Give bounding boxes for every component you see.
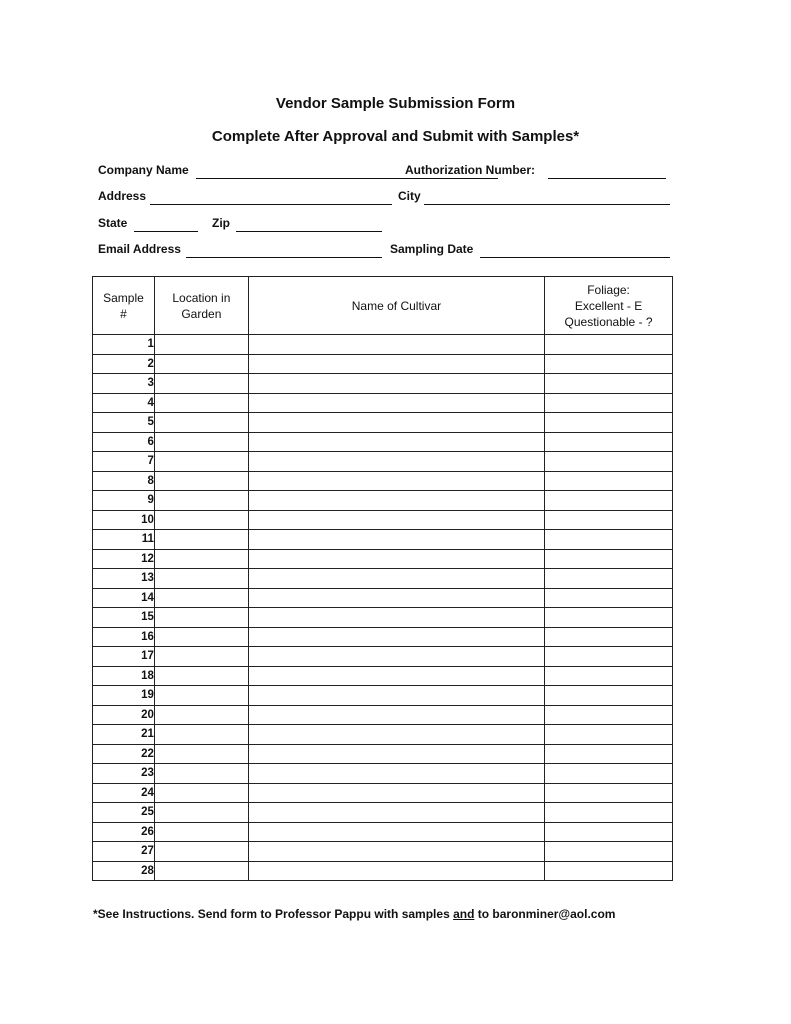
header-location	[154, 277, 248, 335]
cultivar-cell[interactable]	[248, 569, 544, 589]
location-cell[interactable]	[154, 803, 248, 823]
header-location-line1: Location in	[172, 290, 231, 305]
foliage-cell[interactable]	[545, 354, 673, 374]
foliage-cell[interactable]	[545, 861, 673, 881]
location-cell[interactable]	[154, 627, 248, 647]
sample-number-cell: 7	[93, 452, 155, 472]
state-field[interactable]	[134, 215, 198, 232]
table-row	[93, 608, 673, 628]
sample-number-cell: 1	[93, 335, 155, 355]
table-row	[93, 549, 673, 569]
table-row	[93, 744, 673, 764]
cultivar-cell[interactable]	[248, 803, 544, 823]
sampling-date-label: Sampling Date	[390, 242, 474, 256]
header-location-line2: Garden	[181, 306, 222, 321]
cultivar-cell[interactable]	[248, 647, 544, 667]
table-row	[93, 393, 673, 413]
table-row	[93, 666, 673, 686]
location-cell[interactable]	[154, 588, 248, 608]
cultivar-cell[interactable]	[248, 393, 544, 413]
form-subtitle: Complete After Approval and Submit with Samples*	[211, 128, 580, 145]
foliage-cell[interactable]	[545, 744, 673, 764]
sample-number-cell: 15	[93, 608, 155, 628]
table-row	[93, 861, 673, 881]
cultivar-cell[interactable]	[248, 822, 544, 842]
header-sample-number	[93, 277, 155, 335]
table-row	[93, 803, 673, 823]
zip-field[interactable]	[236, 215, 382, 232]
table-row	[93, 413, 673, 433]
table-row	[93, 569, 673, 589]
location-cell[interactable]	[154, 549, 248, 569]
zip-label: Zip	[212, 216, 230, 230]
cultivar-cell[interactable]	[248, 491, 544, 511]
foliage-cell[interactable]	[545, 452, 673, 472]
footnote-text-1: *See Instructions. Send form to Professor Pappu with samples	[93, 907, 454, 921]
foliage-cell[interactable]	[545, 822, 673, 842]
cultivar-cell[interactable]	[248, 764, 544, 784]
location-cell[interactable]	[154, 861, 248, 881]
cultivar-cell[interactable]	[248, 588, 544, 608]
foliage-cell[interactable]	[545, 530, 673, 550]
location-cell[interactable]	[154, 764, 248, 784]
foliage-cell[interactable]	[545, 413, 673, 433]
footnote-text-2: to baronminer@aol.com	[474, 907, 616, 921]
sample-number-cell: 28	[93, 861, 155, 881]
foliage-cell[interactable]	[545, 705, 673, 725]
cultivar-cell[interactable]	[248, 530, 544, 550]
table-row	[93, 705, 673, 725]
table-row	[93, 783, 673, 803]
table-row	[93, 822, 673, 842]
table-row	[93, 764, 673, 784]
sample-number-cell: 27	[93, 842, 155, 862]
foliage-cell[interactable]	[545, 764, 673, 784]
location-cell[interactable]	[154, 432, 248, 452]
table-row	[93, 530, 673, 550]
sample-number-cell: 20	[93, 705, 155, 725]
cultivar-cell[interactable]	[248, 861, 544, 881]
sample-number-cell: 21	[93, 725, 155, 745]
cultivar-cell[interactable]	[248, 432, 544, 452]
field-row-address	[98, 189, 678, 207]
foliage-cell[interactable]	[545, 432, 673, 452]
form-title: Vendor Sample Submission Form	[275, 95, 516, 112]
table-row	[93, 510, 673, 530]
location-cell[interactable]	[154, 666, 248, 686]
sample-number-cell: 6	[93, 432, 155, 452]
foliage-cell[interactable]	[545, 666, 673, 686]
sample-number-cell: 11	[93, 530, 155, 550]
sample-table	[92, 276, 673, 881]
cultivar-cell[interactable]	[248, 744, 544, 764]
foliage-cell[interactable]	[545, 335, 673, 355]
email-address-label: Email Address	[98, 242, 181, 256]
header-sample-line1: Sample	[103, 290, 144, 305]
location-cell[interactable]	[154, 530, 248, 550]
location-cell[interactable]	[154, 510, 248, 530]
header-foliage-line3: Questionable - ?	[564, 314, 653, 329]
cultivar-cell[interactable]	[248, 354, 544, 374]
table-row	[93, 627, 673, 647]
field-row-company	[98, 163, 678, 181]
location-cell[interactable]	[154, 647, 248, 667]
table-row	[93, 842, 673, 862]
foliage-cell[interactable]	[545, 725, 673, 745]
cultivar-cell[interactable]	[248, 705, 544, 725]
table-row	[93, 374, 673, 394]
sample-number-cell: 18	[93, 666, 155, 686]
sample-number-cell: 10	[93, 510, 155, 530]
header-sample-line2: #	[120, 306, 127, 321]
cultivar-cell[interactable]	[248, 627, 544, 647]
cultivar-cell[interactable]	[248, 783, 544, 803]
foliage-cell[interactable]	[545, 803, 673, 823]
sample-number-cell: 23	[93, 764, 155, 784]
authorization-number-label: Authorization Number:	[405, 163, 535, 177]
location-cell[interactable]	[154, 393, 248, 413]
foliage-cell[interactable]	[545, 608, 673, 628]
table-row	[93, 452, 673, 472]
location-cell[interactable]	[154, 471, 248, 491]
location-cell[interactable]	[154, 842, 248, 862]
table-row	[93, 647, 673, 667]
sample-number-cell: 24	[93, 783, 155, 803]
table-row	[93, 491, 673, 511]
location-cell[interactable]	[154, 335, 248, 355]
footnote	[93, 907, 615, 921]
sample-number-cell: 25	[93, 803, 155, 823]
location-cell[interactable]	[154, 608, 248, 628]
header-foliage-line1: Foliage:	[587, 282, 630, 297]
table-row	[93, 432, 673, 452]
sample-number-cell: 9	[93, 491, 155, 511]
location-cell[interactable]	[154, 725, 248, 745]
address-label: Address	[98, 189, 147, 203]
table-row	[93, 471, 673, 491]
foliage-cell[interactable]	[545, 647, 673, 667]
foliage-cell[interactable]	[545, 393, 673, 413]
sample-number-cell: 14	[93, 588, 155, 608]
location-cell[interactable]	[154, 569, 248, 589]
city-field[interactable]	[424, 188, 670, 205]
sample-number-cell: 3	[93, 374, 155, 394]
location-cell[interactable]	[154, 744, 248, 764]
address-field[interactable]	[150, 188, 392, 205]
location-cell[interactable]	[154, 783, 248, 803]
foliage-cell[interactable]	[545, 471, 673, 491]
header-foliage	[545, 277, 673, 335]
location-cell[interactable]	[154, 374, 248, 394]
sample-number-cell: 4	[93, 393, 155, 413]
company-name-label: Company Name	[98, 163, 189, 177]
foliage-cell[interactable]	[545, 686, 673, 706]
email-address-field[interactable]	[186, 241, 382, 258]
header-foliage-line2: Excellent - E	[574, 298, 643, 313]
cultivar-cell[interactable]	[248, 471, 544, 491]
location-cell[interactable]	[154, 705, 248, 725]
cultivar-cell[interactable]	[248, 725, 544, 745]
cultivar-cell[interactable]	[248, 413, 544, 433]
cultivar-cell[interactable]	[248, 666, 544, 686]
cultivar-cell[interactable]	[248, 510, 544, 530]
sampling-date-field[interactable]	[480, 241, 670, 258]
header-cultivar: Name of Cultivar	[248, 277, 544, 335]
sample-number-cell: 17	[93, 647, 155, 667]
foliage-cell[interactable]	[545, 842, 673, 862]
sample-number-cell: 16	[93, 627, 155, 647]
sample-number-cell: 12	[93, 549, 155, 569]
sample-number-cell: 26	[93, 822, 155, 842]
cultivar-cell[interactable]	[248, 686, 544, 706]
foliage-cell[interactable]	[545, 783, 673, 803]
sample-number-cell: 8	[93, 471, 155, 491]
authorization-number-field[interactable]	[548, 162, 666, 179]
foliage-cell[interactable]	[545, 569, 673, 589]
cultivar-cell[interactable]	[248, 452, 544, 472]
location-cell[interactable]	[154, 452, 248, 472]
field-row-state	[98, 216, 678, 234]
sample-number-cell: 5	[93, 413, 155, 433]
cultivar-cell[interactable]	[248, 374, 544, 394]
location-cell[interactable]	[154, 354, 248, 374]
table-row	[93, 686, 673, 706]
table-row	[93, 588, 673, 608]
cultivar-cell[interactable]	[248, 608, 544, 628]
location-cell[interactable]	[154, 413, 248, 433]
footnote-underlined: and	[453, 907, 475, 921]
location-cell[interactable]	[154, 491, 248, 511]
sample-number-cell: 22	[93, 744, 155, 764]
sample-number-cell: 2	[93, 354, 155, 374]
cultivar-cell[interactable]	[248, 842, 544, 862]
location-cell[interactable]	[154, 686, 248, 706]
foliage-cell[interactable]	[545, 510, 673, 530]
cultivar-cell[interactable]	[248, 335, 544, 355]
city-label: City	[398, 189, 421, 203]
foliage-cell[interactable]	[545, 549, 673, 569]
field-row-email	[98, 242, 678, 260]
location-cell[interactable]	[154, 822, 248, 842]
sample-number-cell: 19	[93, 686, 155, 706]
foliage-cell[interactable]	[545, 374, 673, 394]
table-row	[93, 725, 673, 745]
table-header-row	[93, 277, 673, 335]
sample-number-cell: 13	[93, 569, 155, 589]
table-row	[93, 335, 673, 355]
table-row	[93, 354, 673, 374]
state-label: State	[98, 216, 128, 230]
foliage-cell[interactable]	[545, 627, 673, 647]
cultivar-cell[interactable]	[248, 549, 544, 569]
foliage-cell[interactable]	[545, 588, 673, 608]
foliage-cell[interactable]	[545, 491, 673, 511]
